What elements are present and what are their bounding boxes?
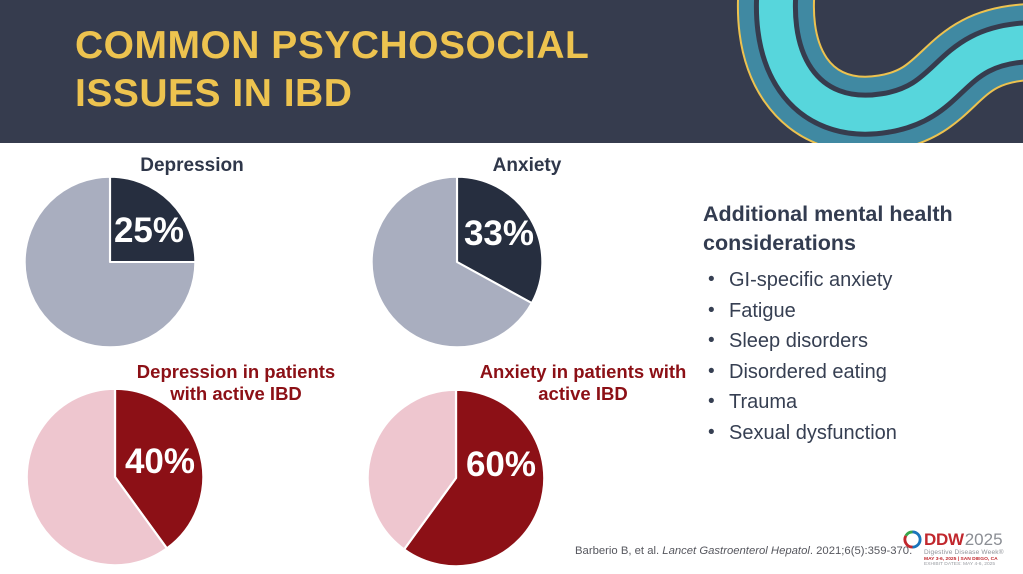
pie-depression-active-ibd-title: Depression in patients with active IBD (136, 361, 336, 404)
pie-depression-active-percent-label: 40% (124, 442, 196, 481)
considerations-heading: Additional mental health considerations (703, 202, 953, 255)
consideration-item: • Fatigue (703, 296, 1015, 327)
header-banner (0, 0, 1023, 143)
ddw-logo-exhibit-dates: EXHIBIT DATES: MAY 4-6, 2025 (924, 562, 996, 568)
pie-anxiety-percent-label: 33% (463, 214, 535, 253)
pie-chart-anxiety (369, 174, 545, 350)
slide-title (75, 22, 735, 118)
slide-title-line2: ISSUES IN IBD (75, 72, 353, 115)
consideration-item: • Sleep disorders (703, 326, 1015, 357)
consideration-item: • Trauma (703, 387, 1015, 418)
pie-anxiety-active-percent-label: 60% (465, 445, 537, 484)
consideration-item: • GI-specific anxiety (703, 265, 1015, 296)
pie-anxiety-active-ibd-title: Anxiety in patients with active IBD (479, 361, 687, 404)
citation-journal: Lancet Gastroenterol Hepatol (662, 545, 810, 557)
ddw-logo-year: 2025 (964, 530, 1003, 549)
pie-anxiety-title: Anxiety (492, 155, 562, 176)
ddw-logo-tagline: Digestive Disease Week® (924, 549, 1004, 556)
consideration-item: • Sexual dysfunction (703, 418, 1015, 449)
pie-depression-title: Depression (140, 155, 244, 176)
pie-depression-percent-label: 25% (113, 211, 185, 250)
considerations-list (703, 265, 1015, 448)
slide-title-line1: COMMON PSYCHOSOCIAL (75, 24, 590, 67)
additional-considerations-panel (703, 200, 1015, 448)
ddw-logo-text: DDW (924, 530, 964, 549)
citation-authors: Barberio B, et al. (575, 545, 663, 557)
citation-text (575, 545, 912, 557)
ddw-logo-icon (903, 530, 922, 549)
ddw-2025-logo (903, 530, 1021, 568)
pie-chart-depression (22, 174, 198, 350)
citation-details: . 2021;6(5):359-370. (809, 545, 913, 557)
consideration-item: • Disordered eating (703, 357, 1015, 388)
wave-ribbon-decoration (688, 0, 1023, 143)
ddw-logo-dates: MAY 3-6, 2025 | SAN DIEGO, CA (924, 556, 998, 562)
